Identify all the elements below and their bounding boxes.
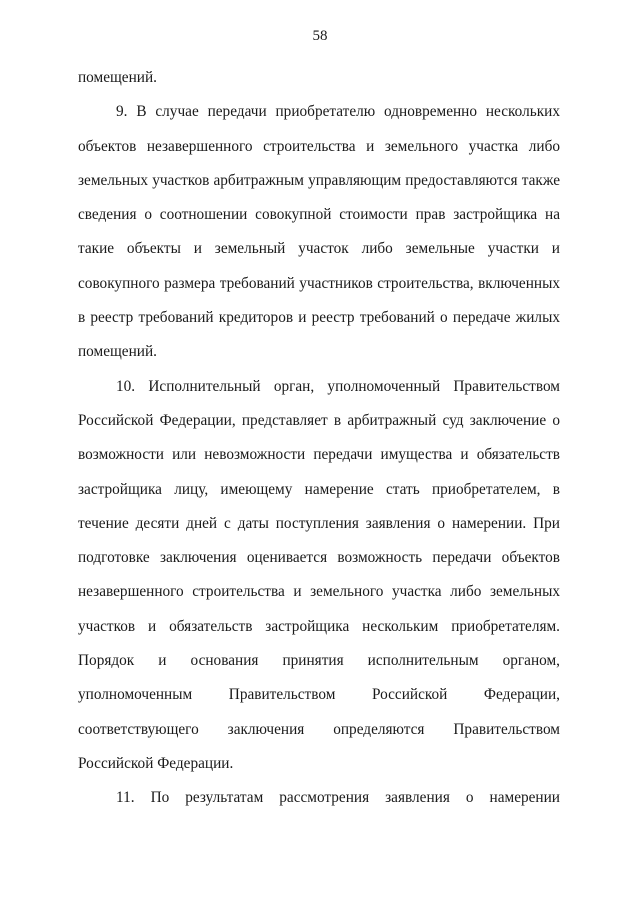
paragraph-item-10: 10. Исполнительный орган, уполномоченный Правительством Российской Федерации, представляет в арбитражный суд заключение о возможности или невозможности передачи имущества и обязательств застройщика лицу, имеющему намерение стать приобретателем, в течение десяти дней с даты поступления заявления о намерении. При подготовке заключения оценивается возможность передачи объектов незавершенного строительства и земельного участка либо земельных участков и обязательств застройщика нескольким приобретателям. Порядок и основания принятия исполнительным органом, уполномоченным Правительством Российской Федерации, соответствующего заключения определяются Правительством Российской Федерации. — [78, 377, 560, 772]
paragraph-carry-over: помещений. — [78, 69, 157, 86]
document-body — [78, 61, 560, 816]
page-number: 58 — [312, 28, 328, 44]
paragraph-item-9: 9. В случае передачи приобретателю одновременно нескольких объектов незавершенного строительства и земельного участка либо земельных участков арбитражным управляющим предоставляются также сведения о соотношении совокупной стоимости прав застройщика на такие объекты и земельный участок либо земельные участки и совокупного размера требований участников строительства, включенных в реестр требований кредиторов и реестр требований о передаче жилых помещений. — [78, 103, 560, 361]
paragraph-item-11: 11. По результатам рассмотрения заявления о намерении — [116, 789, 560, 807]
